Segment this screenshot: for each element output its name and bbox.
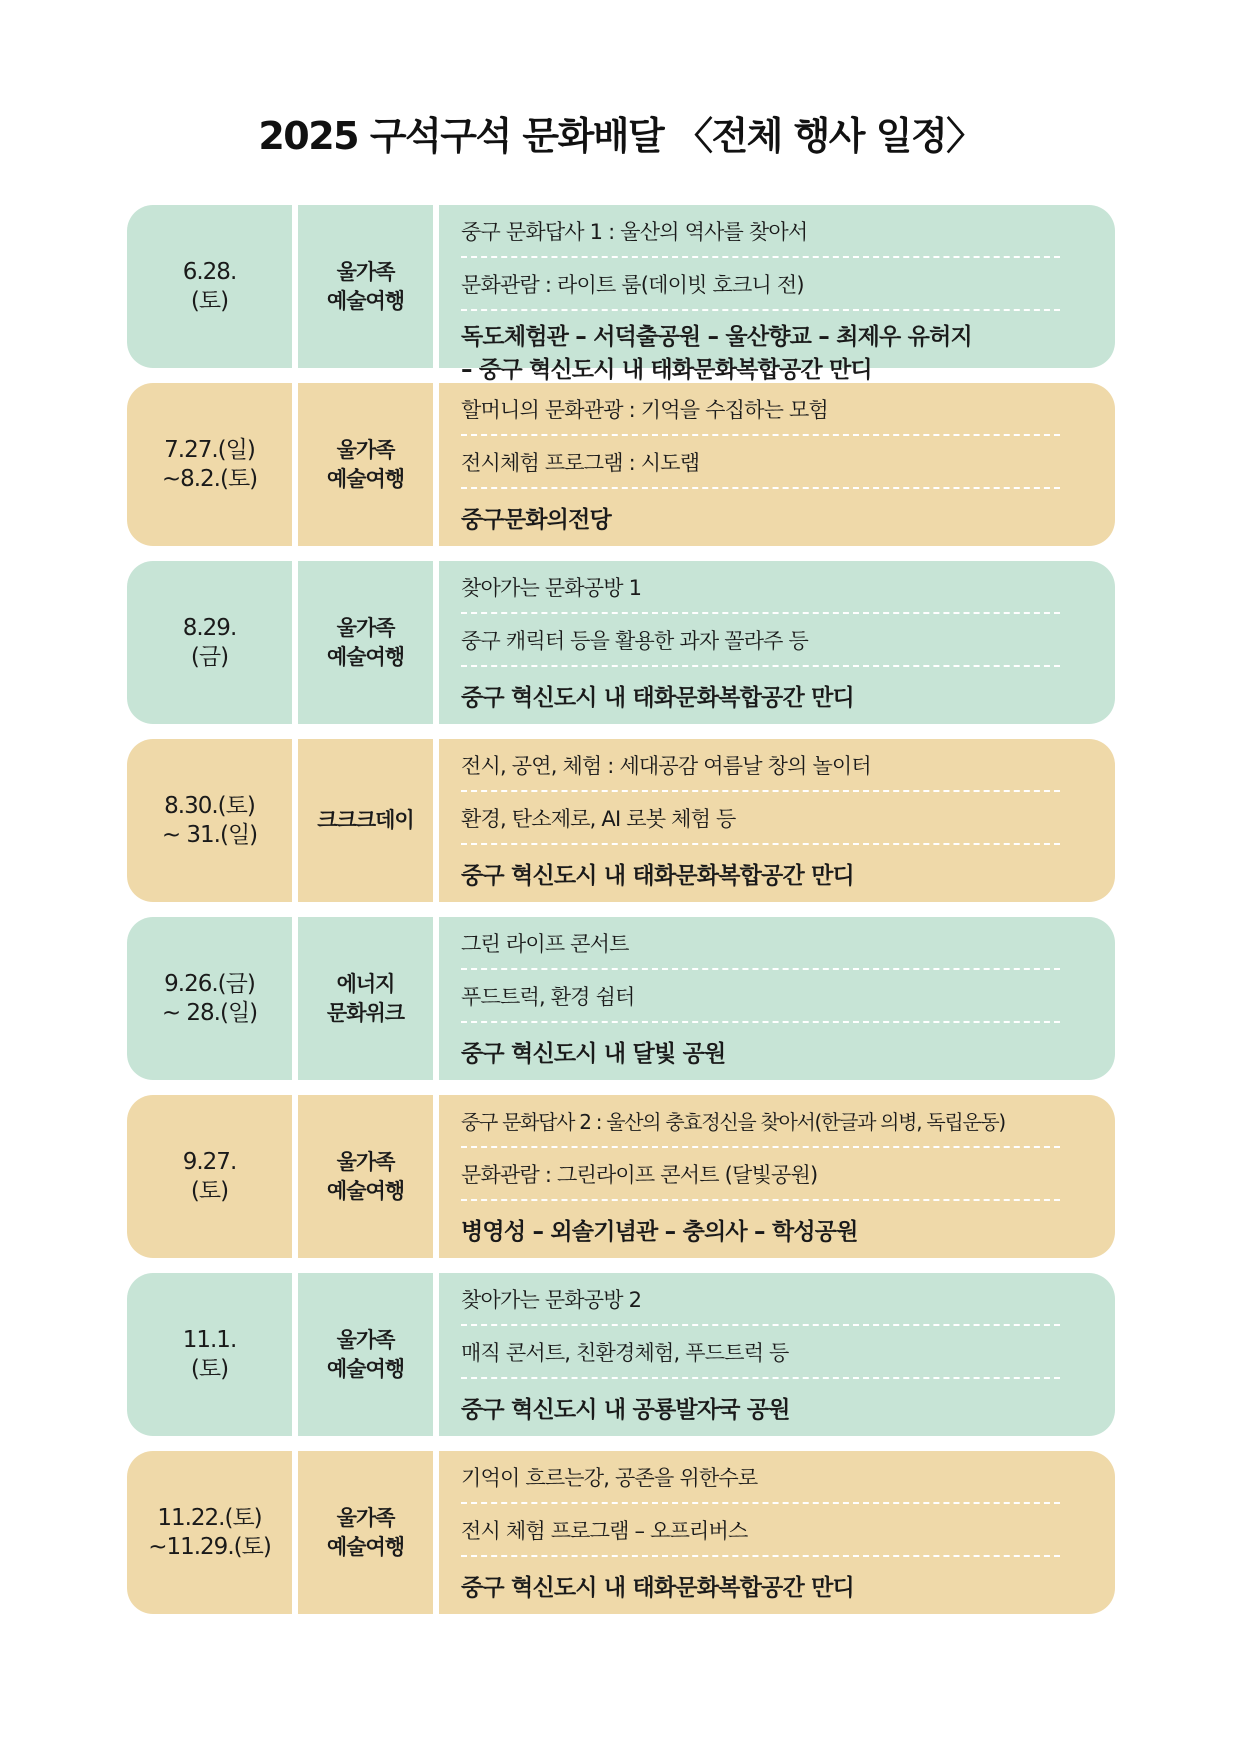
program-detail: 중구 문화답사 1 : 울산의 역사를 찾아서 [461, 205, 1060, 258]
venue: 중구 혁신도시 내 태화문화복합공간 만디 [461, 863, 854, 889]
category-line1: 울가족 [336, 437, 395, 462]
date-line1: 8.29. [182, 614, 237, 641]
schedule-row [127, 917, 1115, 1080]
date-line1: 9.26.(금) [164, 970, 255, 997]
venue: 중구 혁신도시 내 달빛 공원 [461, 1041, 726, 1067]
program-detail: 할머니의 문화관광 : 기억을 수집하는 모험 [461, 383, 1060, 436]
program-detail: 중구 문화답사 2 : 울산의 충효정신을 찾아서(한글과 의병, 독립운동) [461, 1095, 1060, 1148]
date-line2: (토) [190, 287, 229, 314]
program-detail: 문화관람 : 그린라이프 콘서트 (달빛공원) [461, 1148, 1060, 1201]
category-line2: 예술여행 [326, 1534, 405, 1559]
category-line2: 예술여행 [326, 644, 405, 669]
category-cell [298, 561, 439, 724]
detail-cell [439, 1095, 1115, 1258]
program-detail: 찾아가는 문화공방 1 [461, 561, 1060, 614]
date-cell [127, 917, 298, 1080]
category-line1: 울가족 [336, 1505, 395, 1530]
detail-cell [439, 739, 1115, 902]
category-cell [298, 917, 439, 1080]
venue-line1: 독도체험관 – 서덕출공원 – 울산향교 – 최제우 유허지 [461, 324, 972, 350]
program-detail: 기억이 흐르는강, 공존을 위한수로 [461, 1451, 1060, 1504]
venue: 중구문화의전당 [461, 507, 611, 533]
date-line2: ~ 28.(일) [161, 999, 258, 1026]
venue: 중구 혁신도시 내 태화문화복합공간 만디 [461, 1575, 854, 1601]
schedule-row [127, 205, 1115, 383]
venue: 중구 혁신도시 내 태화문화복합공간 만디 [461, 685, 854, 711]
date-cell [127, 739, 298, 902]
schedule-row [127, 383, 1115, 546]
category-line1: 울가족 [336, 1327, 395, 1352]
program-detail: 전시, 공연, 체험 : 세대공감 여름날 창의 놀이터 [461, 739, 1060, 792]
date-line2: ~11.29.(토) [148, 1533, 271, 1560]
category-line1: 에너지 [336, 971, 395, 996]
date-line2: ~8.2.(토) [161, 465, 258, 492]
category-cell [298, 1451, 439, 1614]
category-line2: 문화위크 [326, 1000, 405, 1025]
page-title: 2025 구석구석 문화배달 〈전체 행사 일정〉 [258, 114, 983, 158]
detail-cell [439, 205, 1115, 383]
schedule-row [127, 561, 1115, 724]
venue: 중구 혁신도시 내 공룡발자국 공원 [461, 1397, 790, 1423]
detail-cell [439, 917, 1115, 1080]
program-detail: 문화관람 : 라이트 룸(데이빗 호크니 전) [461, 258, 1060, 311]
program-detail: 환경, 탄소제로, AI 로봇 체험 등 [461, 792, 1060, 845]
category-line2: 예술여행 [326, 1356, 405, 1381]
category-line2: 예술여행 [326, 288, 405, 313]
program-detail: 매직 콘서트, 친환경체험, 푸드트럭 등 [461, 1326, 1060, 1379]
date-line2: (토) [190, 1177, 229, 1204]
category-line2: 예술여행 [326, 466, 405, 491]
program-detail: 그린 라이프 콘서트 [461, 917, 1060, 970]
date-line1: 8.30.(토) [164, 792, 255, 819]
venue-line2: – 중구 혁신도시 내 태화문화복합공간 만디 [461, 357, 872, 383]
venue: 병영성 – 외솔기념관 – 충의사 – 학성공원 [461, 1219, 858, 1245]
date-cell [127, 383, 298, 546]
date-cell [127, 561, 298, 724]
category-cell [298, 1095, 439, 1258]
date-line2: (금) [190, 643, 229, 670]
category-line1: 울가족 [336, 259, 395, 284]
program-detail: 푸드트럭, 환경 쉼터 [461, 970, 1060, 1023]
category-cell [298, 1273, 439, 1436]
date-cell [127, 1273, 298, 1436]
date-cell [127, 1095, 298, 1258]
date-line1: 11.22.(토) [157, 1504, 262, 1531]
schedule-row [127, 1095, 1115, 1258]
category-line1: 크크크데이 [317, 808, 414, 832]
schedule-row [127, 739, 1115, 902]
detail-cell [439, 1451, 1115, 1614]
date-cell [127, 205, 298, 368]
category-line1: 울가족 [336, 615, 395, 640]
event-schedule [127, 205, 1115, 1629]
schedule-row [127, 1273, 1115, 1436]
category-cell [298, 739, 439, 902]
date-line1: 11.1. [182, 1326, 237, 1353]
program-detail: 찾아가는 문화공방 2 [461, 1273, 1060, 1326]
detail-cell [439, 1273, 1115, 1436]
program-detail: 전시체험 프로그램 : 시도랩 [461, 436, 1060, 489]
date-line2: ~ 31.(일) [161, 821, 258, 848]
date-line1: 9.27. [182, 1148, 237, 1175]
date-line1: 7.27.(일) [164, 436, 255, 463]
date-line2: (토) [190, 1355, 229, 1382]
detail-cell [439, 561, 1115, 724]
date-line1: 6.28. [182, 258, 237, 285]
category-line1: 울가족 [336, 1149, 395, 1174]
category-cell [298, 205, 439, 368]
schedule-row [127, 1451, 1115, 1614]
program-detail: 전시 체험 프로그램 – 오프리버스 [461, 1504, 1060, 1557]
program-detail: 중구 캐릭터 등을 활용한 과자 꼴라주 등 [461, 614, 1060, 667]
date-cell [127, 1451, 298, 1614]
venue [461, 311, 1060, 387]
category-cell [298, 383, 439, 546]
category-line2: 예술여행 [326, 1178, 405, 1203]
detail-cell [439, 383, 1115, 546]
